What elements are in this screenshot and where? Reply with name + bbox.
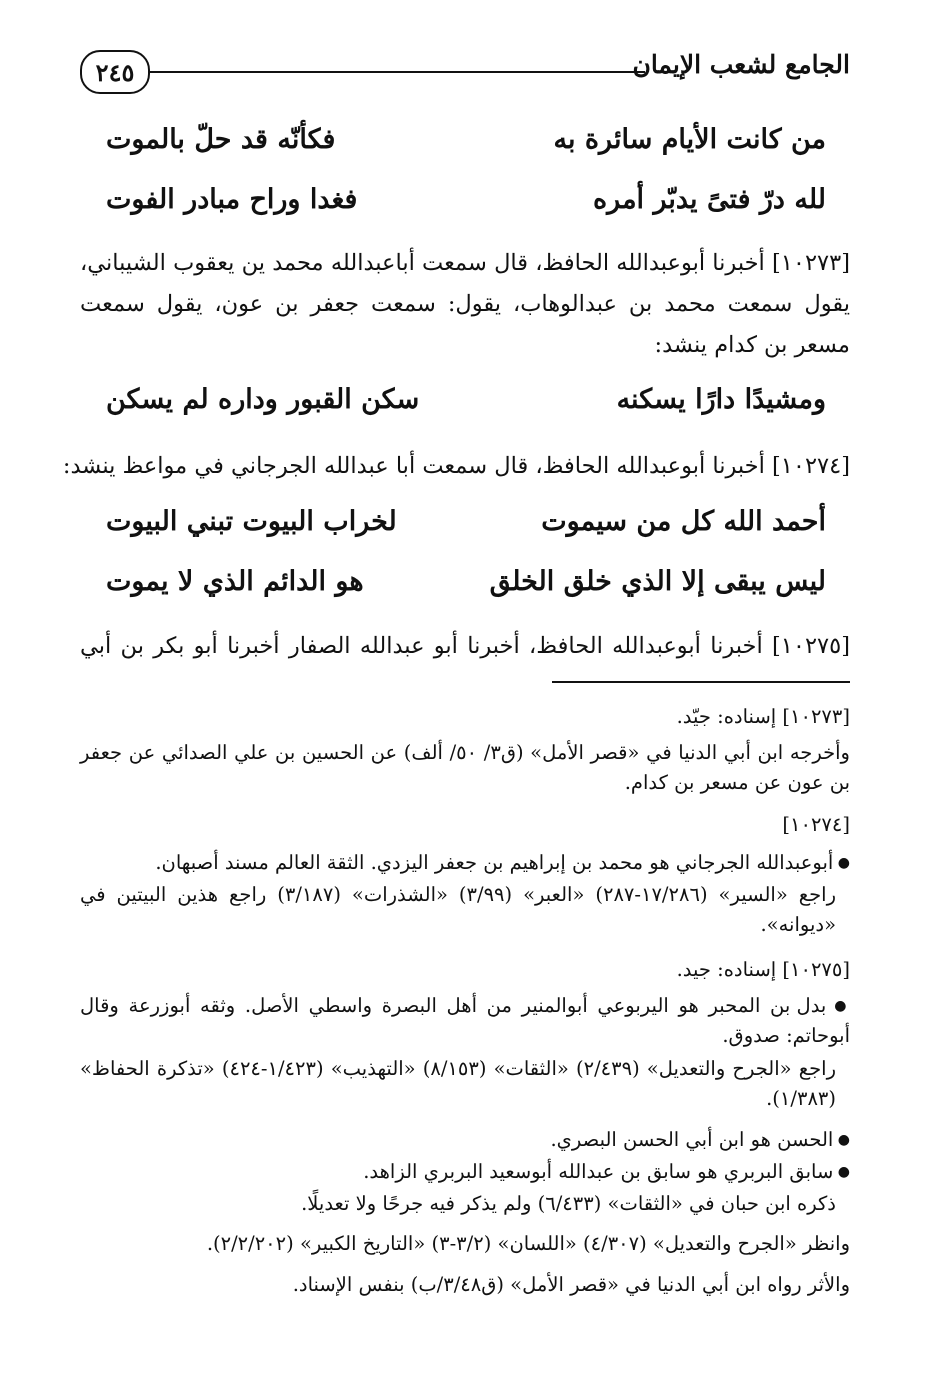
footnote-heading: [١٠٢٧٣] إسناده: جيّد.	[676, 705, 850, 728]
footnote-athar: والأثر رواه ابن أبي الدنيا في «قصر الأمل» (ق٣/٤٨/ب) بنفس الإسناد.	[292, 1273, 850, 1296]
footnote-heading: [١٠٢٧٥] إسناده: جيد.	[676, 958, 850, 981]
verse-hemistich-left: سكن القبور وداره لم يسكن	[106, 384, 420, 415]
footnote-heading: [١٠٢٧٤]	[782, 813, 850, 836]
verse-line	[106, 384, 826, 415]
verse-hemistich-left: لخراب البيوت تبني البيوت	[106, 506, 397, 537]
paragraph-10274: [١٠٢٧٤] أخبرنا أبوعبدالله الحافظ، قال سمعت أبا عبدالله الجرجاني في مواعظ ينشد:	[62, 453, 850, 479]
page-number: ٢٤٥	[80, 50, 150, 94]
footnote-bullet: ● بدل بن المحبر هو اليربوعي أبوالمنير من أهل البصرة واسطي الأصل. وثقه أبوزرعة وقال أبوحاتم: صدوق.	[80, 991, 850, 1051]
footnote-text: وأخرجه ابن أبي الدنيا في «قصر الأمل» (ق٣/ ٥٠/ ألف) عن الحسين بن علي الصدائي عن جعفر بن عون عن مسعر بن كدام.	[80, 741, 850, 794]
verse-line	[106, 184, 826, 215]
verse-hemistich-right: ومشيدًا دارًا يسكنه	[616, 384, 826, 415]
footnote-bullet: ● سابق البربري هو سابق بن عبدالله أبوسعيد البربري الزاهد.	[80, 1157, 850, 1187]
footnote-bullet: ● أبوعبدالله الجرجاني هو محمد بن إبراهيم بن جعفر اليزدي. الثقة العالم مسند أصبهان.	[80, 848, 850, 878]
page-header	[80, 44, 850, 104]
verse-hemistich-right: من كانت الأيام سائرة به	[553, 124, 826, 155]
verse-hemistich-left: فغدا وراح مبادر الفوت	[106, 184, 358, 215]
paragraph-10275: [١٠٢٧٥] أخبرنا أبوعبدالله الحافظ، أخبرنا أبو عبدالله الصفار أخبرنا أبو بكر بن أبي	[80, 633, 850, 659]
verse-hemistich-left: هو الدائم الذي لا يموت	[106, 566, 364, 597]
footnote-separator	[552, 681, 850, 683]
header-rule	[146, 71, 645, 73]
verse-hemistich-right: ليس يبقى إلا الذي خلق الخلق	[489, 566, 826, 597]
footnote-reference: ذكره ابن حبان في «الثقات» (٦/٤٣٣) ولم يذكر فيه جرحًا ولا تعديلًا.	[301, 1192, 836, 1215]
verse-hemistich-left: فكأنّه قد حلّ بالموت	[106, 124, 336, 155]
verse-line	[106, 124, 826, 155]
running-title: الجامع لشعب الإيمان	[632, 50, 850, 79]
footnote-reference: راجع «الجرح والتعديل» (٢/٤٣٩) «الثقات» (٨/١٥٣) «التهذيب» (١/٤٢٣-٤٢٤) «تذكرة الحفاظ» (١/٣٨٣).	[80, 1057, 837, 1110]
footnote-reference: راجع «السير» (١٧/٢٨٦-٢٨٧) «العبر» (٣/٩٩) «الشذرات» (٣/١٨٧) راجع هذين البيتين في «ديوانه».	[80, 883, 837, 936]
paragraph-10273: [١٠٢٧٣] أخبرنا أبوعبدالله الحافظ، قال سمعت أباعبدالله محمد ين يعقوب الشيباني، يقول سمعت محمد بن عبدالوهاب، يقول: سمعت جعفر بن عون، يقول سمعت مسعر بن كدام ينشد:	[80, 250, 850, 358]
footnote-bullet: ● الحسن هو ابن أبي الحسن البصري.	[80, 1125, 850, 1155]
verse-line	[106, 506, 826, 537]
verse-hemistich-right: أحمد الله كل من سيموت	[541, 506, 826, 537]
footnote-see-also: وانظر «الجرح والتعديل» (٤/٣٠٧) «اللسان» (٣/٢-٣) «التاريخ الكبير» (٢/٢/٢٠٢).	[206, 1232, 850, 1255]
verse-hemistich-right: لله درّ فتىً يدبّر أمره	[593, 184, 826, 215]
verse-line	[106, 566, 826, 597]
